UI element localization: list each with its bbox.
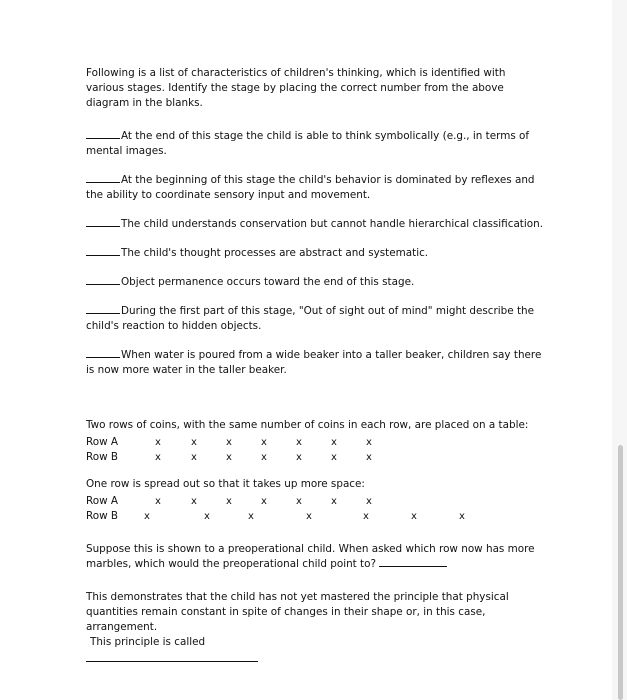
coin-mark: x <box>459 511 465 522</box>
answer-blank-1[interactable] <box>86 137 120 139</box>
scrollbar-thumb[interactable] <box>618 445 623 700</box>
answer-blank-3[interactable] <box>86 225 120 227</box>
answer-blank-6[interactable] <box>86 312 120 314</box>
coin-mark: x <box>204 511 210 522</box>
principle-prompt: This principle is called <box>90 636 206 648</box>
coin-mark: x <box>155 437 161 448</box>
coin-mark: x <box>296 452 302 463</box>
scrollbar-track[interactable] <box>612 0 627 700</box>
coin-mark: x <box>261 437 267 448</box>
item-6: During the first part of this stage, "Out of sight out of mind" might describe the child's reaction to hidden objects. <box>86 305 535 332</box>
question-paragraph: Suppose this is shown to a preoperational child. When asked which row now has more marbles, which would the preoperational child point to? <box>86 543 535 570</box>
row-a-label: Row A <box>86 436 119 448</box>
coin-mark: x <box>261 452 267 463</box>
answer-blank-5[interactable] <box>86 283 120 285</box>
coin-mark: x <box>155 452 161 463</box>
answer-blank-4[interactable] <box>86 254 120 256</box>
coin-mark: x <box>363 511 369 522</box>
item-3: The child understands conservation but cannot handle hierarchical classification. <box>86 217 546 232</box>
row-b-label: Row B <box>86 451 119 463</box>
spread-row-b <box>86 509 546 524</box>
coin-mark: x <box>296 437 302 448</box>
instructions-paragraph: Following is a list of characteristics of children's thinking, which is identified with various stages. Identify the stage by placing the correct number from the above diagram in the blanks. <box>86 67 506 109</box>
item-4: The child's thought processes are abstract and systematic. <box>86 246 546 261</box>
coin-mark: x <box>331 437 337 448</box>
coin-mark: x <box>226 496 232 507</box>
coin-mark: x <box>331 496 337 507</box>
worksheet-content <box>86 66 546 662</box>
principle-paragraph: This demonstrates that the child has not yet mastered the principle that physical quantities remain constant in spite of changes in their shape or, in this case, arrangement. <box>86 591 509 633</box>
row-a-label: Row A <box>86 495 119 507</box>
item-2: At the beginning of this stage the child's behavior is dominated by reflexes and the ability to coordinate sensory input and movement. <box>86 174 535 201</box>
answer-blank-2[interactable] <box>86 181 120 183</box>
principle-answer-line[interactable] <box>86 660 258 662</box>
spread-intro: One row is spread out so that it takes up more space: <box>86 478 365 490</box>
coin-mark: x <box>226 452 232 463</box>
coins-intro: Two rows of coins, with the same number of coins in each row, are placed on a table: <box>86 419 529 431</box>
coin-mark: x <box>226 437 232 448</box>
coin-mark: x <box>155 496 161 507</box>
item-7: When water is poured from a wide beaker into a taller beaker, children say there is now more water in the taller beaker. <box>86 349 542 376</box>
coin-mark: x <box>261 496 267 507</box>
question-answer-blank[interactable] <box>379 565 447 567</box>
coin-mark: x <box>191 496 197 507</box>
coin-mark: x <box>366 496 372 507</box>
coin-mark: x <box>306 511 312 522</box>
row-b-label: Row B <box>86 510 119 522</box>
spread-row-a <box>86 494 546 509</box>
answer-blank-7[interactable] <box>86 356 120 358</box>
coin-mark: x <box>191 437 197 448</box>
coin-mark: x <box>191 452 197 463</box>
coin-mark: x <box>248 511 254 522</box>
item-5: Object permanence occurs toward the end of this stage. <box>86 275 546 290</box>
coins-row-b <box>86 450 546 465</box>
coin-mark: x <box>144 511 150 522</box>
coin-mark: x <box>366 452 372 463</box>
coin-mark: x <box>411 511 417 522</box>
item-1: At the end of this stage the child is able to think symbolically (e.g., in terms of mental images. <box>86 130 530 157</box>
coin-mark: x <box>296 496 302 507</box>
coin-mark: x <box>331 452 337 463</box>
coin-mark: x <box>366 437 372 448</box>
coins-row-a <box>86 435 546 450</box>
